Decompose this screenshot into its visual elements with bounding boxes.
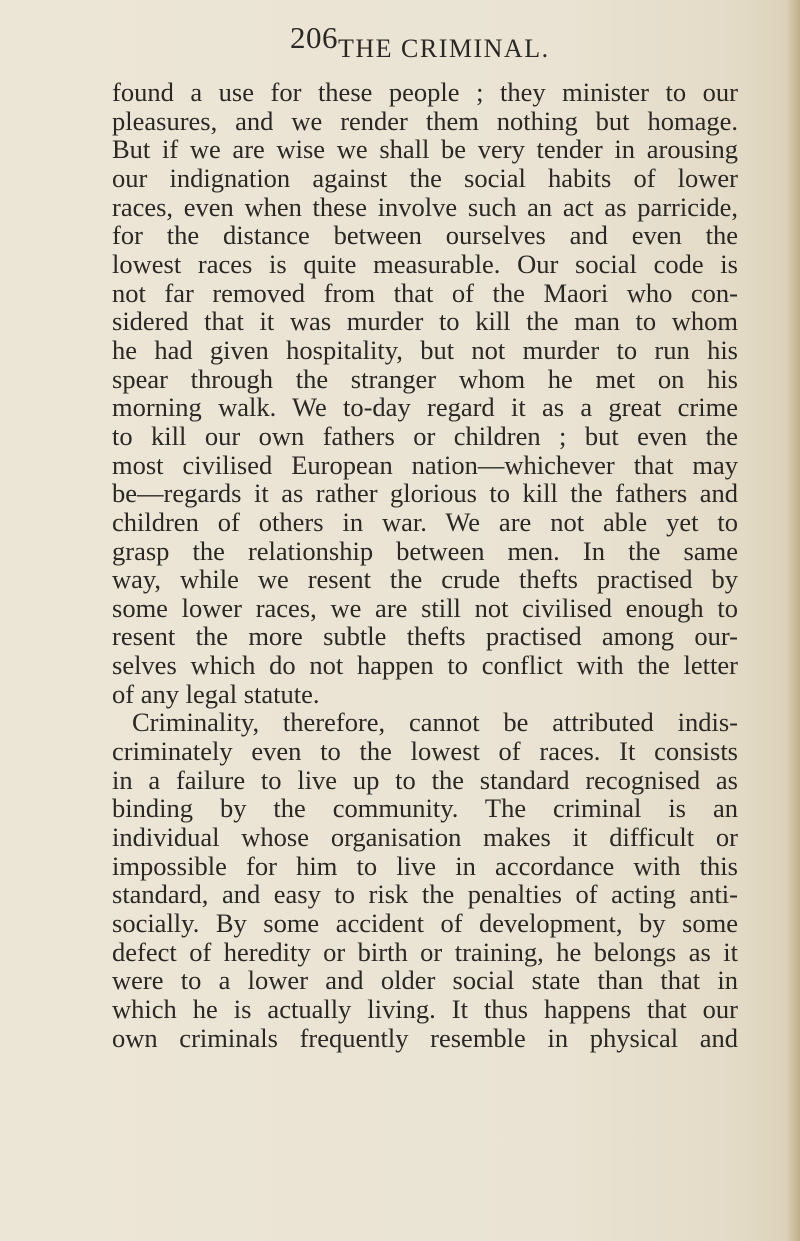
text-line: standard, and easy to risk the penalties of acting anti- xyxy=(112,879,738,910)
paragraph-2 xyxy=(112,708,738,1052)
text-line: be—regards it as rather glorious to kill the fathers and xyxy=(112,478,738,509)
text-line: pleasures, and we render them nothing but homage. xyxy=(112,105,738,136)
text-line: found a use for these people ; they minister to our xyxy=(112,77,738,107)
body-text xyxy=(112,78,738,1052)
text-line: spear through the stranger whom he met on his xyxy=(112,363,738,394)
text-line: socially. By some accident of development, by some xyxy=(112,908,738,939)
text-line: races, even when these involve such an act as parricide, xyxy=(112,191,738,222)
text-line: in a failure to live up to the standard recognised as xyxy=(112,764,738,795)
text-line: individual whose organisation makes it difficult or xyxy=(112,822,738,853)
text-line: which he is actually living. It thus happens that our xyxy=(112,994,738,1024)
text-line: morning walk. We to-day regard it as a great crime xyxy=(112,392,738,423)
paragraph-1 xyxy=(112,78,738,708)
page-header xyxy=(0,22,800,82)
page-number: 206 xyxy=(290,20,338,55)
text-line: criminately even to the lowest of races. It consists xyxy=(112,736,738,767)
text-line: But if we are wise we shall be very tender in arousing xyxy=(112,134,738,165)
text-line: impossible for him to live in accordance with this xyxy=(112,850,738,881)
text-line: Criminality, therefore, cannot be attributed indis- xyxy=(132,707,738,738)
text-line: for the distance between ourselves and even the xyxy=(112,220,738,251)
text-line: lowest races is quite measurable. Our social code is xyxy=(112,248,738,279)
text-line: own criminals frequently resemble in physical and xyxy=(112,1022,738,1053)
text-line: he had given hospitality, but not murder to run his xyxy=(112,334,738,365)
text-line: defect of heredity or birth or training, he belongs as it xyxy=(112,936,738,967)
text-line: selves which do not happen to conflict with the letter xyxy=(112,650,738,681)
text-line: some lower races, we are still not civilised enough to xyxy=(112,592,738,623)
text-line: our indignation against the social habits of lower xyxy=(112,162,738,193)
text-line: binding by the community. The criminal is an xyxy=(112,793,738,824)
text-line: sidered that it was murder to kill the man to whom xyxy=(112,306,738,337)
text-line: most civilised European nation—whichever that may xyxy=(112,449,738,480)
text-line: to kill our own fathers or children ; but even the xyxy=(112,420,738,451)
text-line: were to a lower and older social state than that in xyxy=(112,965,738,996)
text-line: children of others in war. We are not able yet to xyxy=(112,506,738,537)
text-line: way, while we resent the crude thefts practised by xyxy=(112,564,738,595)
running-head: THE CRIMINAL. xyxy=(338,34,550,63)
text-line: grasp the relationship between men. In the same xyxy=(112,535,738,566)
text-line: resent the more subtle thefts practised among our- xyxy=(112,621,738,652)
page-edge-shadow xyxy=(786,0,800,1241)
text-line: of any legal statute. xyxy=(112,678,320,709)
text-line: not far removed from that of the Maori who con- xyxy=(112,277,738,308)
